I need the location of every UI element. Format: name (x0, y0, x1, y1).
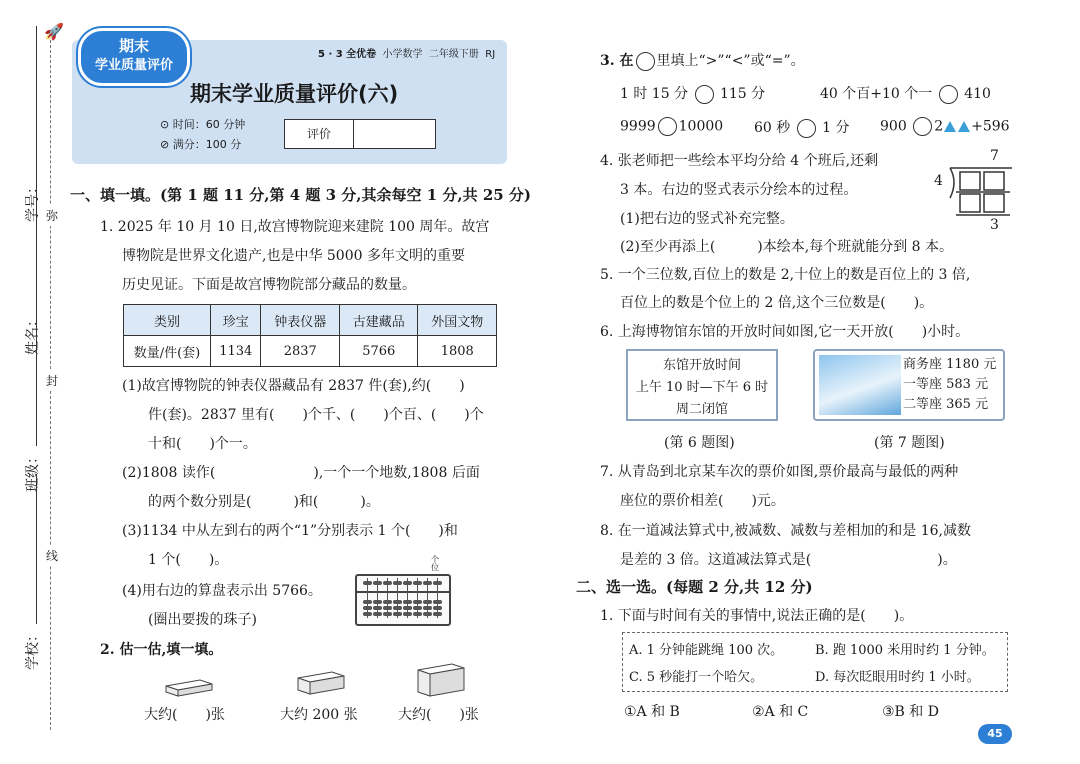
answer-circle[interactable] (939, 85, 958, 104)
time-limit: ⊙ 时间：60 分钟 (160, 118, 246, 131)
price-business: 商务座 1180 元 (903, 357, 997, 372)
notice-hours: 上午 10 时—下午 6 时 (635, 380, 769, 395)
q3-item-1: 1 时 15 分 115 分 (620, 86, 766, 102)
seal-mark-mi: 弥 (46, 205, 58, 226)
q3-item-4: 60 秒 1 分 (754, 120, 850, 136)
q2-caption-2: 大约 200 张 (280, 707, 358, 723)
option-d: D. 每次眨眼用时约 1 小时。 (815, 670, 980, 685)
answer-circle[interactable] (658, 117, 677, 136)
page-title: 期末学业质量评价(六) (190, 82, 399, 106)
table-cell: 1808 (418, 336, 497, 367)
q3-item-2: 40 个百+10 个一 410 (820, 86, 991, 102)
rocket-icon: 🚀 (44, 22, 64, 41)
q3-text: 3. 在 里填上“>”“<”或“=”。 (600, 53, 805, 69)
table-cell: 2837 (261, 336, 340, 367)
evaluation-label: 评价 (285, 120, 354, 148)
abacus-ones-label: 个位 (431, 555, 439, 572)
triangle-blank-icon[interactable] (944, 121, 956, 132)
long-division-diagram (944, 164, 1014, 218)
abacus[interactable] (355, 574, 451, 626)
price-second: 二等座 365 元 (903, 397, 989, 412)
table-cell: 外国文物 (418, 305, 497, 336)
train-ticket-prices (813, 349, 1005, 421)
museum-hours-notice (626, 349, 778, 421)
answer-choice-3[interactable]: ③B 和 D (882, 704, 939, 720)
table-cell: 5766 (339, 336, 418, 367)
division-remainder: 3 (990, 217, 999, 233)
q1-sub4-line2: (圈出要拨的珠子) (148, 612, 257, 628)
section1-heading: 一、填一填。(第 1 题 11 分,第 4 题 3 分,其余每空 1 分,共 25 分) (70, 186, 532, 204)
table-row (124, 336, 497, 367)
figure6-caption: (第 6 题图) (664, 435, 735, 451)
q5-line2: 百位上的数是个位上的 2 倍,这个三位数是( )。 (620, 295, 934, 311)
q1-sub2-line1: (2)1808 读作( ),一个一个地数,1808 后面 (122, 465, 480, 481)
q1-line1: 1. 2025 年 10 月 10 日,故宫博物院迎来建院 100 周年。故宫 (100, 219, 490, 235)
exam-badge: 期末 学业质量评价 (78, 28, 190, 86)
paper-stack-medium-icon (292, 666, 348, 700)
q2-caption-1: 大约( )张 (144, 707, 225, 723)
book-info: 5 · 3 全优卷 小学数学 二年级下册 RJ (318, 49, 496, 60)
q7-line2: 座位的票价相差( )元。 (620, 493, 785, 509)
paper-stack-small-icon (160, 670, 216, 700)
answer-circle[interactable] (797, 119, 816, 138)
answer-choice-2[interactable]: ②A 和 C (752, 704, 809, 720)
q3-item-5: 900 2 +596 (880, 118, 1010, 135)
q4-sub2: (2)至少再添上( )本绘本,每个班就能分到 8 本。 (620, 239, 954, 255)
option-a: A. 1 分钟能跳绳 100 次。 (629, 643, 784, 658)
q5-line1: 5. 一个三位数,百位上的数是 2,十位上的数是百位上的 3 倍, (600, 267, 971, 283)
compare-circle-icon (636, 52, 655, 71)
school-field[interactable]: 学校： (22, 474, 42, 670)
table-cell: 钟表仪器 (261, 305, 340, 336)
answer-circle[interactable] (913, 117, 932, 136)
s2-q1-text: 1. 下面与时间有关的事情中,说法正确的是( )。 (600, 608, 914, 624)
table-cell: 数量/件(套) (124, 336, 211, 367)
table-cell: 古建藏品 (339, 305, 418, 336)
q1-line2: 博物院是世界文化遗产,也是中华 5000 多年文明的重要 (122, 248, 465, 264)
q1-line3: 历史见证。下面是故宫博物院部分藏品的数量。 (122, 277, 416, 293)
q1-sub2-line2: 的两个数分别是( )和( )。 (148, 494, 380, 510)
q1-sub3-line1: (3)1134 中从左到右的两个“1”分别表示 1 个( )和 (122, 523, 458, 539)
q4-line1: 4. 张老师把一些绘本平均分给 4 个班后,还剩 (600, 153, 879, 169)
table-header-row (124, 305, 497, 336)
q1-sub1-line3: 十和( )个一。 (148, 436, 257, 452)
student-name-field[interactable]: 姓名： (22, 159, 42, 355)
page-number: 45 (978, 724, 1012, 744)
check-icon: ⊘ (160, 138, 170, 151)
class-field[interactable]: 班级： (22, 296, 42, 492)
notice-title: 东馆开放时间 (662, 358, 741, 373)
answer-circle[interactable] (695, 85, 714, 104)
answer-choice-1[interactable]: ①A 和 B (624, 704, 680, 720)
option-b: B. 跑 1000 米用时约 1 分钟。 (815, 643, 995, 658)
student-id-field[interactable]: 学号： (22, 26, 42, 222)
q4-line2: 3 本。右边的竖式表示分绘本的过程。 (620, 182, 858, 198)
full-score: ⊘ 满分：100 分 (160, 138, 242, 151)
division-divisor: 4 (934, 173, 943, 189)
paper-stack-large-icon (412, 662, 468, 700)
option-c: C. 5 秒能打一个哈欠。 (629, 670, 764, 685)
seal-mark-xian: 线 (46, 545, 58, 566)
q1-sub1-line1: (1)故宫博物院的钟表仪器藏品有 2837 件(套),约( ) (122, 378, 465, 394)
q8-line1: 8. 在一道减法算式中,被减数、减数与差相加的和是 16,减数 (600, 523, 971, 539)
seal-mark-feng: 封 (46, 370, 58, 391)
table-cell: 类别 (124, 305, 211, 336)
collection-table (123, 304, 497, 367)
q3-item-3: 9999 10000 (620, 118, 724, 135)
clock-icon: ⊙ (160, 118, 170, 131)
notice-closed: 周二闭馆 (675, 402, 728, 417)
q8-line2: 是差的 3 倍。这道减法算式是( )。 (620, 552, 957, 568)
evaluation-box[interactable] (284, 119, 436, 149)
section2-heading: 二、选一选。(每题 2 分,共 12 分) (576, 578, 813, 596)
table-cell: 珍宝 (211, 305, 261, 336)
triangle-blank-icon[interactable] (958, 121, 970, 132)
q2-caption-3: 大约( )张 (398, 707, 479, 723)
train-image (819, 355, 901, 415)
q4-sub1: (1)把右边的竖式补充完整。 (620, 211, 794, 227)
q2-text: 2. 估一估,填一填。 (100, 642, 223, 658)
q7-line1: 7. 从青岛到北京某车次的票价如图,票价最高与最低的两种 (600, 464, 959, 480)
options-box (622, 632, 1008, 692)
q1-sub3-line2: 1 个( )。 (148, 552, 229, 568)
figure7-caption: (第 7 题图) (874, 435, 945, 451)
price-first: 一等座 583 元 (903, 377, 989, 392)
q6-text: 6. 上海博物馆东馆的开放时间如图,它一天开放( )小时。 (600, 324, 970, 340)
table-cell: 1134 (211, 336, 261, 367)
q1-sub4-line1: (4)用右边的算盘表示出 5766。 (122, 583, 322, 599)
division-quotient: 7 (990, 148, 999, 164)
q1-sub1-line2: 件(套)。2837 里有( )个千、( )个百、( )个 (148, 407, 484, 423)
